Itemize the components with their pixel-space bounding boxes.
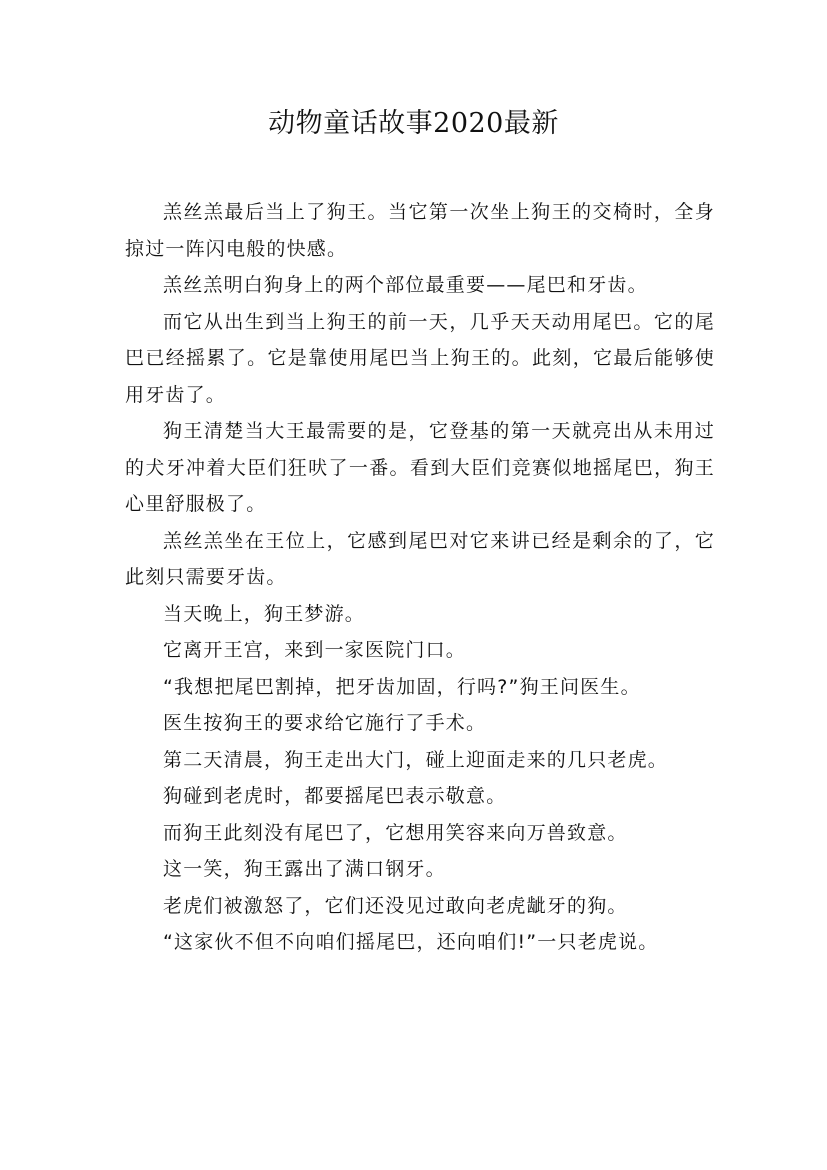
paragraph: 羔丝羔最后当上了狗王。当它第一次坐上狗王的交椅时，全身掠过一阵闪电般的快感。 xyxy=(125,201,715,260)
paragraph: 而它从出生到当上狗王的前一天，几乎天天动用尾巴。它的尾巴已经摇累了。它是靠使用尾巴当上狗王的。此刻，它最后能够使用牙齿了。 xyxy=(125,310,715,406)
document-title: 动物童话故事2020最新 xyxy=(268,108,559,139)
paragraph: 当天晚上，狗王梦游。 xyxy=(163,602,366,625)
paragraph: “这家伙不但不向咱们摇尾巴，还向咱们!”一只老虎说。 xyxy=(163,931,659,953)
paragraph: 羔丝羔明白狗身上的两个部位最重要——尾巴和牙齿。 xyxy=(163,274,648,296)
paragraph: 医生按狗王的要求给它施行了手术。 xyxy=(163,712,487,734)
paragraph: “我想把尾巴割掉，把牙齿加固，行吗?”狗王问医生。 xyxy=(163,675,641,698)
document-body xyxy=(125,194,715,961)
paragraph: 它离开王宫，来到一家医院门口。 xyxy=(163,639,467,661)
paragraph: 而狗王此刻没有尾巴了，它想用笑容来向万兽致意。 xyxy=(163,821,628,844)
paragraph: 老虎们被激怒了，它们还没见过敢向老虎龇牙的狗。 xyxy=(163,894,628,917)
paragraph: 这一笑，狗王露出了满口钢牙。 xyxy=(163,858,446,880)
paragraph: 羔丝羔坐在王位上，它感到尾巴对它来讲已经是剩余的了，它此刻只需要牙齿。 xyxy=(125,529,715,588)
paragraph: 狗王清楚当大王最需要的是，它登基的第一天就亮出从未用过的犬牙冲着大臣们狂吠了一番。看到大臣们竞赛似地摇尾巴，狗王心里舒服极了。 xyxy=(125,420,715,515)
paragraph: 狗碰到老虎时，都要摇尾巴表示敬意。 xyxy=(163,785,507,807)
paragraph: 第二天清晨，狗王走出大门，碰上迎面走来的几只老虎。 xyxy=(163,748,669,771)
